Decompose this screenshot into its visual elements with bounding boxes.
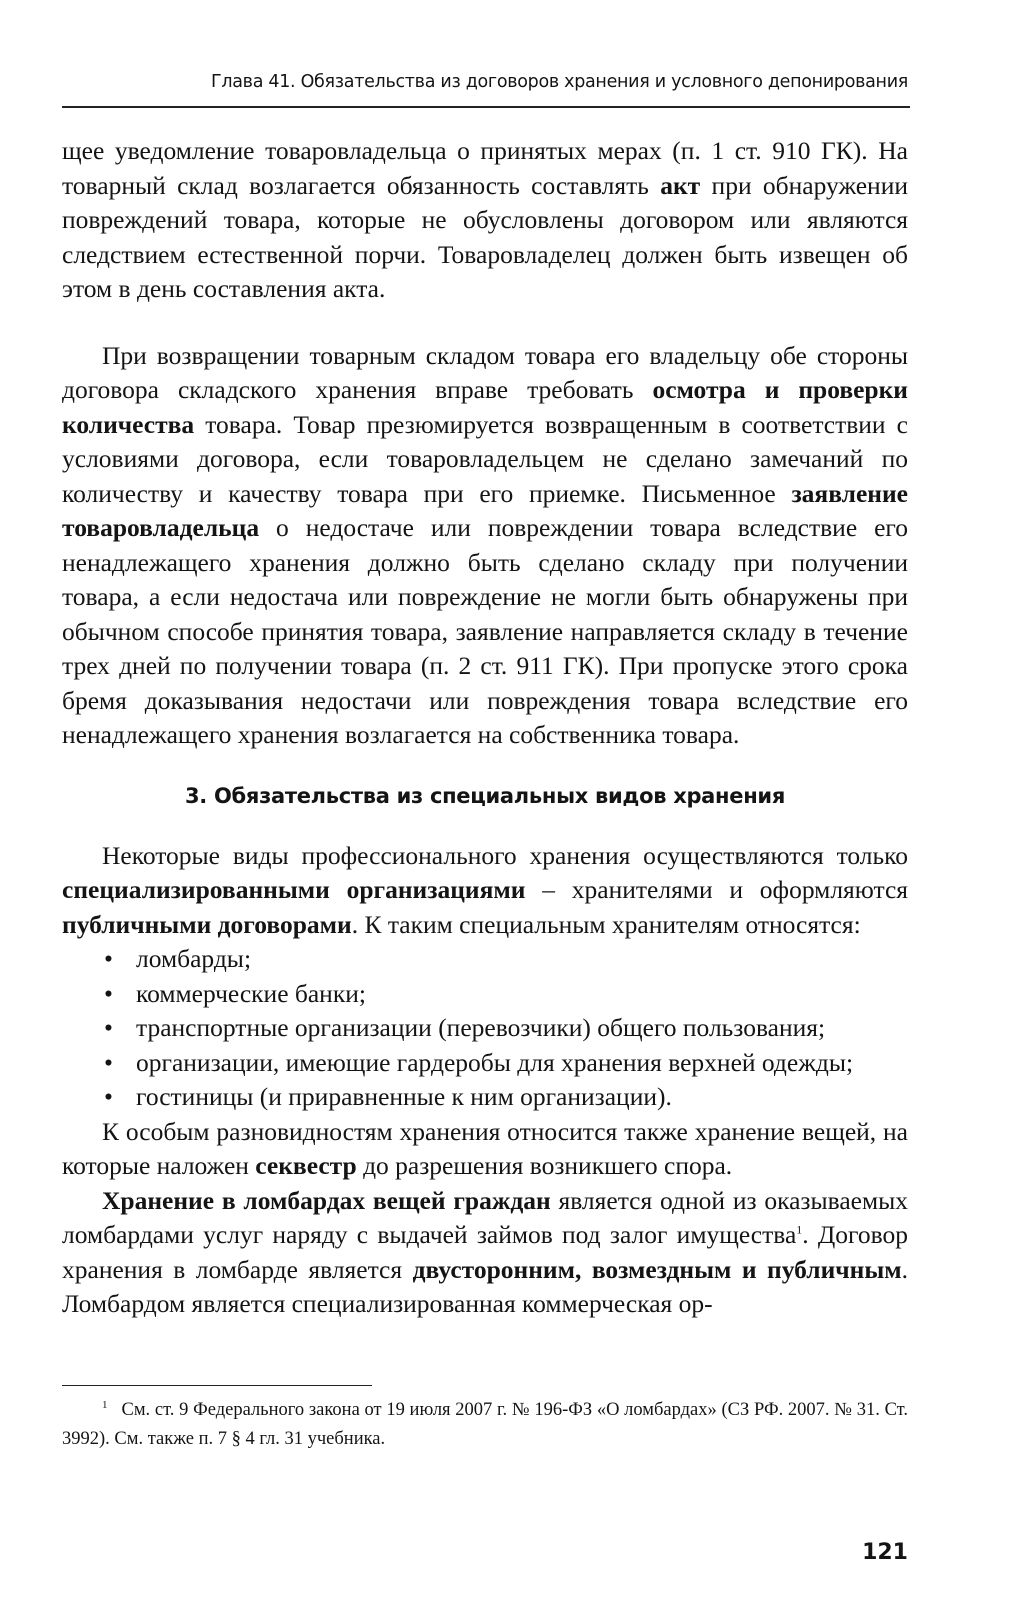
footnote-mark: 1 (102, 1399, 108, 1411)
bullet-icon: • (104, 1047, 113, 1077)
footnote-rule (62, 1385, 372, 1386)
list-item (62, 1046, 908, 1081)
footnote-reference: 1 (796, 1222, 803, 1237)
text-run: . К таким специальным хранителям относятся: (351, 909, 861, 939)
list-item-text: транспортные организации (перевозчики) общего пользования; (136, 1013, 826, 1042)
list-item (62, 1011, 908, 1046)
bullet-icon: • (104, 978, 113, 1008)
footnote (62, 1391, 908, 1454)
section-heading: 3. Обязательства из специальных видов хранения (184, 783, 786, 808)
text-run: товара. Товар презюмируется возвращенным в соответствии с условиями договора, если товаровладельцем не сделано замечаний по количеству и качеству товара при его приемке. Письменное (62, 409, 908, 508)
bullet-icon: • (104, 944, 113, 973)
bold-term: секвестр (255, 1151, 357, 1180)
text-run: При возвращении товарным складом товара его владельцу обе стороны договора складского хранения вправе требовать (62, 340, 908, 404)
text-run: К особым разновидностям хранения относится также хранение вещей, на которые наложен (62, 1116, 908, 1180)
text-run: щее уведомление товаровладельца о принятых мерах (п. 1 ст. 910 ГК). На товарный склад возлагается обязанность составлять (62, 136, 908, 200)
running-head: Глава 41. Обязательства из договоров хранения и условного депонирования (211, 72, 908, 92)
bullet-icon: • (104, 1013, 113, 1042)
text-run: Некоторые виды профессионального хранения осуществляются только (102, 840, 908, 870)
text-run: является одной из оказываемых ломбардами услуг наряду с выдачей займов под залог имущества (62, 1185, 908, 1249)
bold-term: публичными договорами (62, 909, 352, 939)
text-run: – хранителями и оформляются (525, 875, 908, 904)
paragraph-5 (62, 1184, 908, 1322)
list-item-text: организации, имеющие гардеробы для хранения верхней одежды; (136, 1047, 854, 1077)
bullet-list (62, 942, 908, 1115)
paragraph-3 (62, 839, 908, 943)
list-item-text: ломбарды; (136, 944, 252, 973)
text-run: . Ломбардом является специализированная коммерческая ор- (62, 1254, 908, 1318)
list-item (62, 1080, 908, 1115)
text-run: о недостаче или повреждении товара вследствие его ненадлежащего хранения должно быть сделано складу при получении товара, а если недостача или повреждение не могли быть обнаружены при обычном способе принятия товара, заявление направляется складу в течение трех дней по получении товара (п. 2 ст. 911 ГК). При пропуске этого срока бремя доказывания недостачи или повреждения товара вследствие его ненадлежащего хранения возлагается на собственника товара. (62, 513, 908, 749)
text-run: при обнаружении повреждений товара, которые не обусловлены договором или являются следствием естественной порчи. Товаровладелец должен быть извещен об этом в день составления акта. (62, 170, 908, 303)
page-number: 121 (862, 1540, 908, 1565)
bold-term: специализированными организациями (62, 875, 526, 904)
bold-term: осмотра и проверки количества (62, 375, 908, 439)
paragraph-1 (62, 134, 908, 307)
body-text (62, 134, 908, 1322)
paragraph-2 (62, 339, 908, 753)
bullet-icon: • (104, 1082, 113, 1111)
list-item-text: гостиницы (и приравненные к ним организации). (136, 1082, 672, 1111)
text-run: до разрешения возникшего спора. (356, 1151, 733, 1180)
bold-term: акт (660, 170, 701, 200)
footnote-text: См. ст. 9 Федерального закона от 19 июля 2007 г. № 196-ФЗ «О ломбардах» (СЗ РФ. 2007. № 31. Ст. 3992). См. также п. 7 § 4 гл. 31 учебника. (62, 1400, 908, 1450)
text-run: . Договор хранения в ломбарде является (62, 1220, 908, 1284)
list-item (62, 977, 908, 1012)
bold-term: двусторонним, возмездным и публичным (412, 1254, 902, 1284)
paragraph-4 (62, 1115, 908, 1184)
header-rule (62, 106, 910, 108)
list-item-text: коммерческие банки; (136, 978, 366, 1008)
list-item (62, 942, 908, 977)
bold-term: Хранение в ломбардах вещей граждан (102, 1185, 551, 1215)
bold-term: заявление товаровладельца (62, 478, 908, 542)
